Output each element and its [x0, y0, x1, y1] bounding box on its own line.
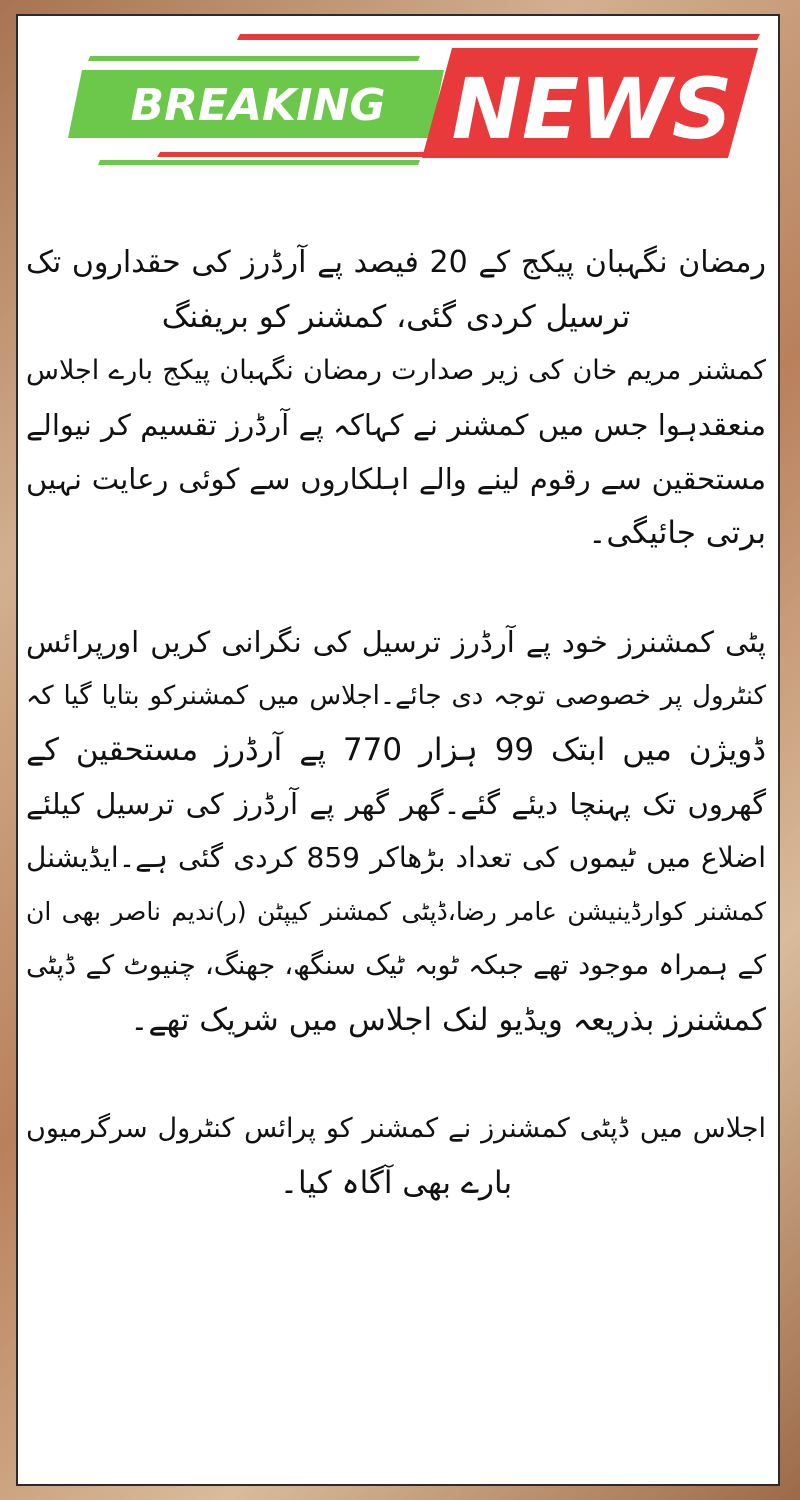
- paragraph-spacer: [26, 560, 766, 615]
- headline: [26, 236, 766, 344]
- breaking-news-banner: [40, 26, 770, 176]
- paragraph-line: گھروں تک پہنچا دیئے گئے۔گھر گھر پے آرڈرز کی ترسیل کیلئے: [26, 787, 766, 821]
- paragraph-line: پٹی کمشنرز خود پے آرڈرز ترسیل کی نگرانی کریں اورپرائس: [26, 625, 766, 659]
- headline-line: رمضان نگہبان پیکج کے 20 فیصد پے آرڈرز کی حقداروں تک: [26, 245, 766, 280]
- paragraph-line: بارے بھی آگاہ کیا۔: [279, 1165, 513, 1201]
- paragraph-3: [26, 1102, 766, 1210]
- paragraph-1: [26, 344, 766, 560]
- paragraph-line: کمشنرز بذریعہ ویڈیو لنک اجلاس میں شریک تھے۔: [130, 1002, 766, 1038]
- paragraph-line: کمشنر مریم خان کی زیر صدارت رمضان نگہبان پیکج بارے اجلاس: [26, 355, 766, 386]
- banner-stripe-green-bottom: [98, 160, 420, 165]
- paragraph-2: [26, 615, 766, 1047]
- paragraph-line: منعقدہوا جس میں کمشنر نے کہاکہ پے آرڈرز تقسیم کر نیوالے: [26, 408, 766, 442]
- paragraph-line: اجلاس میں ڈپٹی کمشنرز نے کمشنر کو پرائس کنٹرول سرگرمیوں: [26, 1113, 766, 1144]
- paragraph-line: ڈویژن میں ابتک 99 ہزار 770 پے آرڈرز مستحقین کے: [26, 732, 767, 768]
- paragraph-line: کنٹرول پر خصوصی توجہ دی جائے۔اجلاس میں کمشنرکو بتایا گیا کہ: [26, 681, 766, 711]
- breaking-label: BREAKING: [130, 80, 386, 131]
- paragraph-line: اضلاع میں ٹیموں کی تعداد بڑھاکر 859 کردی گئی ہے۔ایڈیشنل: [26, 841, 766, 874]
- news-label: NEWS: [451, 60, 733, 158]
- paragraph-line: کمشنر کوارڈینیشن عامر رضا،ڈپٹی کمشنر کیپٹن (ر)ندیم ناصر بھی ان: [26, 897, 766, 926]
- headline-line: ترسیل کردی گئی، کمشنر کو بریفنگ: [161, 299, 631, 335]
- banner-stripe-green-top: [88, 56, 420, 61]
- paragraph-line: کے ہمراہ موجود تھے جبکہ ٹوبہ ٹیک سنگھ، جھنگ، چنیوٹ کے ڈپٹی: [26, 950, 766, 981]
- banner-stripe-red-top: [237, 34, 760, 40]
- article-body: [26, 236, 766, 1210]
- paragraph-line: مستحقین سے رقوم لینے والے اہلکاروں سے کوئی رعایت نہیں: [26, 462, 766, 496]
- paragraph-spacer: [26, 1047, 766, 1102]
- paragraph-line: برتی جائیگی۔: [588, 515, 766, 551]
